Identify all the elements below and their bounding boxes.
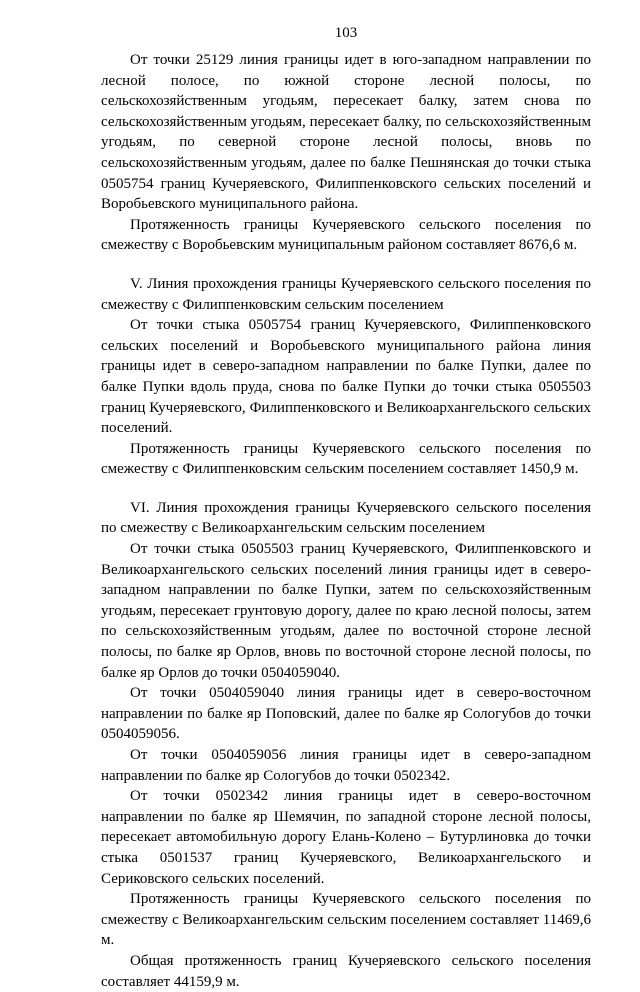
paragraph-length-velikoarkhangelsky: Протяженность границы Кучеряевского сельского поселения по смежеству с Великоархангельским сельским поселением составляет 11469,6 м. xyxy=(101,891,591,949)
paragraph-length-filippenkovsky: Протяженность границы Кучеряевского сельского поселения по смежеству с Филиппенковским сельским поселением составляет 1450,9 м. xyxy=(101,440,591,478)
section-gap xyxy=(101,480,591,498)
section-heading-v: V. Линия прохождения границы Кучеряевского сельского поселения по смежеству с Филиппенковским сельским поселением xyxy=(101,275,591,313)
section-heading-vi: VI. Линия прохождения границы Кучеряевского сельского поселения по смежеству с Великоархангельским сельским поселением xyxy=(101,499,591,537)
paragraph-boundary-0502342: От точки 0502342 линия границы идет в северо-восточном направлении по балке яр Шемячин, по западной стороне лесной полосы, пересекает автомобильную дорогу Елань-Колено – Бутурлиновка до точки стыка 0501537 границ Кучеряевского, Великоархангельского и Сериковского сельских поселений. xyxy=(101,788,591,887)
page-number: 103 xyxy=(334,25,358,41)
paragraph-boundary-0505503: От точки стыка 0505503 границ Кучеряевского, Филиппенковского и Великоархангельского сельских поселений линия границы идет в северо-западном направлении по балке Пупки, затем по сельскохозяйственным угодьям, пересекает грунтовую дорогу, далее по краю лесной полосы, затем по сельскохозяйственным угодьям, далее по восточной стороне лесной полосы, по балке яр Орлов, вновь по восточной стороне лесной полосы, по балке яр Орлов до точки 0504059040. xyxy=(101,541,591,681)
paragraph-boundary-25129: От точки 25129 линия границы идет в юго-западном направлении по лесной полосе, по южной стороне лесной полосы, по сельскохозяйственным угодьям, пересекает балку, затем снова по сельскохозяйственным угодьям, пересекает балку, по сельскохозяйственным угодьям, по северной стороне лесной полосы, вновь по сельскохозяйственным угодьям, далее по балке Пешнянская до точки стыка 0505754 границ Кучеряевского, Филиппенковского сельских поселений и Воробьевского муниципального района. xyxy=(101,52,591,213)
paragraph-length-vorobyevsky: Протяженность границы Кучеряевского сельского поселения по смежеству с Воробьевским муниципальным районом составляет 8676,6 м. xyxy=(101,216,591,254)
paragraph-boundary-0505754: От точки стыка 0505754 границ Кучеряевского, Филиппенковского сельских поселений и Воробьевского муниципального района линия границы идет в северо-западном направлении по балке Пупки, далее по балке Пупки вдоль пруда, снова по балке Пупки до точки стыка 0505503 границ Кучеряевского, Филиппенковского и Великоархангельского сельских поселений. xyxy=(101,317,591,437)
paragraph-boundary-0504059040: От точки 0504059040 линия границы идет в северо-восточном направлении по балке яр Поповский, далее по балке яр Сологубов до точки 0504059056. xyxy=(101,685,591,743)
paragraph-total-length: Общая протяженность границ Кучеряевского сельского поселения составляет 44159,9 м. xyxy=(101,952,591,990)
section-gap xyxy=(101,256,591,274)
paragraph-boundary-0504059056: От точки 0504059056 линия границы идет в северо-западном направлении по балке яр Сологубов до точки 0502342. xyxy=(101,747,591,784)
